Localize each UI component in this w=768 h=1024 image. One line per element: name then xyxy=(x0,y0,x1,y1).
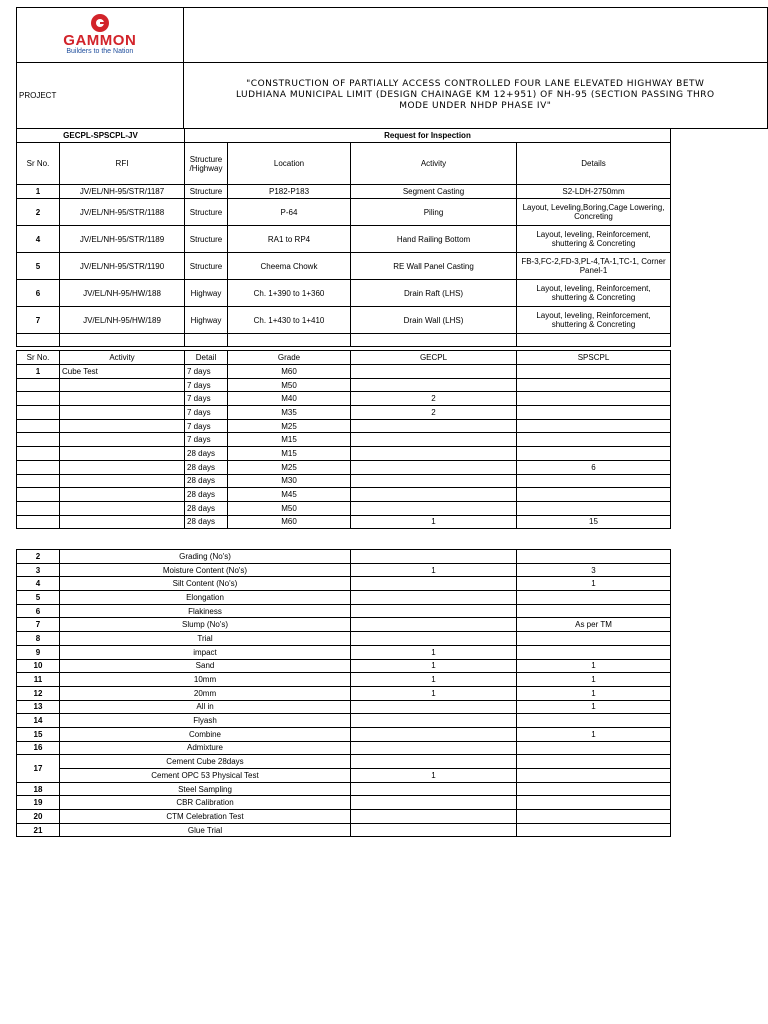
cube-cell xyxy=(17,447,60,461)
test-cell: 4 xyxy=(17,577,60,591)
cube-cell xyxy=(60,460,185,474)
header-empty-cell xyxy=(183,8,767,63)
cube-cell xyxy=(517,474,671,488)
test-cell xyxy=(351,755,517,769)
cube-column-header: Activity xyxy=(60,351,185,365)
cube-cell: M35 xyxy=(228,406,351,420)
cube-cell xyxy=(17,419,60,433)
cube-header-row xyxy=(17,351,671,365)
test-cell: Glue Trial xyxy=(60,823,351,837)
cube-cell: M25 xyxy=(228,419,351,433)
test-cell: 3 xyxy=(17,563,60,577)
cube-cell: 28 days xyxy=(185,488,228,502)
rfi-row xyxy=(17,226,671,253)
gammon-logo xyxy=(19,14,181,56)
test-cell: 1 xyxy=(517,700,671,714)
test-cell xyxy=(351,604,517,618)
rfi-cell: 7 xyxy=(17,307,60,334)
cube-cell: 1 xyxy=(351,515,517,529)
rfi-cell: Drain Wall (LHS) xyxy=(351,307,517,334)
rfi-cell: RE Wall Panel Casting xyxy=(351,253,517,280)
test-cell: All in xyxy=(60,700,351,714)
rfi-cell: Highway xyxy=(185,307,228,334)
rfi-cell: JV/EL/NH-95/HW/189 xyxy=(60,307,185,334)
test-cell xyxy=(517,714,671,728)
test-cell: Steel Sampling xyxy=(60,782,351,796)
test-cell: 7 xyxy=(17,618,60,632)
rfi-cell: Highway xyxy=(185,280,228,307)
test-row xyxy=(17,550,671,564)
rfi-spacer-row xyxy=(17,334,671,347)
test-cell xyxy=(351,782,517,796)
rfi-row xyxy=(17,199,671,226)
test-cell: Moisture Content (No's) xyxy=(60,563,351,577)
rfi-cell: P182-P183 xyxy=(228,185,351,199)
rfi-cell: Structure xyxy=(185,226,228,253)
project-title-line1: "CONSTRUCTION OF PARTIALLY ACCESS CONTROLLED FOUR LANE ELEVATED HIGHWAY BETW xyxy=(246,79,705,89)
rfi-row xyxy=(17,253,671,280)
test-row xyxy=(17,810,671,824)
rfi-row xyxy=(17,307,671,334)
cube-cell xyxy=(351,474,517,488)
rfi-cell: 4 xyxy=(17,226,60,253)
test-cell: 1 xyxy=(351,659,517,673)
rfi-cell: 1 xyxy=(17,185,60,199)
test-row xyxy=(17,796,671,810)
material-tests-table xyxy=(16,549,671,837)
test-cell: 5 xyxy=(17,591,60,605)
cube-cell: 2 xyxy=(351,392,517,406)
rfi-header-row xyxy=(17,143,671,185)
test-cell: 1 xyxy=(517,659,671,673)
test-cell: 2 xyxy=(17,550,60,564)
cube-cell xyxy=(17,460,60,474)
cube-column-header: Sr No. xyxy=(17,351,60,365)
test-row xyxy=(17,563,671,577)
rfi-column-header: Details xyxy=(517,143,671,185)
cube-cell xyxy=(17,392,60,406)
empty-cell xyxy=(185,334,228,347)
cube-cell xyxy=(60,447,185,461)
cube-cell: 28 days xyxy=(185,460,228,474)
test-cell xyxy=(517,796,671,810)
cube-cell xyxy=(351,419,517,433)
rfi-title-row xyxy=(17,129,671,143)
test-row xyxy=(17,604,671,618)
test-cell xyxy=(351,823,517,837)
test-cell xyxy=(517,755,671,769)
test-row xyxy=(17,755,671,769)
test-cell xyxy=(351,591,517,605)
cube-cell: 28 days xyxy=(185,501,228,515)
cube-cell: 15 xyxy=(517,515,671,529)
test-cell: As per TM xyxy=(517,618,671,632)
test-cell xyxy=(351,810,517,824)
test-cell: 21 xyxy=(17,823,60,837)
logo-name: GAMMON xyxy=(63,32,137,49)
test-cell: impact xyxy=(60,645,351,659)
rfi-column-header: Activity xyxy=(351,143,517,185)
cube-cell: M60 xyxy=(228,515,351,529)
test-cell: Sand xyxy=(60,659,351,673)
test-cell: 14 xyxy=(17,714,60,728)
cube-cell: M40 xyxy=(228,392,351,406)
cube-cell xyxy=(60,419,185,433)
test-cell: Flakiness xyxy=(60,604,351,618)
test-cell: 3 xyxy=(517,563,671,577)
cube-cell: 28 days xyxy=(185,474,228,488)
cube-cell: M15 xyxy=(228,433,351,447)
test-cell: Trial xyxy=(60,632,351,646)
cube-cell xyxy=(60,406,185,420)
test-row xyxy=(17,686,671,700)
rfi-cell: Drain Raft (LHS) xyxy=(351,280,517,307)
cube-cell xyxy=(60,515,185,529)
rfi-cell: Structure xyxy=(185,185,228,199)
cube-cell xyxy=(351,501,517,515)
cube-cell: 2 xyxy=(351,406,517,420)
logo-cell xyxy=(17,8,184,63)
test-cell: 1 xyxy=(351,673,517,687)
project-label: PROJECT xyxy=(17,63,184,129)
test-cell: 1 xyxy=(351,563,517,577)
cube-cell: 7 days xyxy=(185,433,228,447)
cube-cell xyxy=(60,501,185,515)
empty-cell xyxy=(228,334,351,347)
cube-cell: 28 days xyxy=(185,447,228,461)
cube-row xyxy=(17,474,671,488)
test-row xyxy=(17,591,671,605)
rfi-cell: JV/EL/NH-95/STR/1188 xyxy=(60,199,185,226)
project-title-line3: MODE UNDER NHDP PHASE IV" xyxy=(399,101,552,111)
cube-cell xyxy=(17,406,60,420)
rfi-column-header: RFI xyxy=(60,143,185,185)
test-cell: 11 xyxy=(17,673,60,687)
cube-cell: M30 xyxy=(228,474,351,488)
test-cell: Elongation xyxy=(60,591,351,605)
cube-cell xyxy=(351,433,517,447)
rfi-column-header: Sr No. xyxy=(17,143,60,185)
cube-cell: 7 days xyxy=(185,419,228,433)
cube-cell xyxy=(17,488,60,502)
cube-cell xyxy=(17,474,60,488)
cube-cell: 1 xyxy=(17,365,60,379)
cube-row xyxy=(17,488,671,502)
cube-cell xyxy=(351,378,517,392)
test-cell xyxy=(351,727,517,741)
cube-cell xyxy=(17,501,60,515)
test-cell xyxy=(517,741,671,755)
test-cell xyxy=(517,604,671,618)
test-cell: 1 xyxy=(351,686,517,700)
rfi-cell: Layout, leveling, Reinforcement, shuttering & Concreting xyxy=(517,226,671,253)
cube-cell xyxy=(517,433,671,447)
test-cell: 15 xyxy=(17,727,60,741)
cube-cell xyxy=(351,365,517,379)
cube-cell xyxy=(60,474,185,488)
test-row xyxy=(17,632,671,646)
cube-row xyxy=(17,515,671,529)
empty-cell xyxy=(17,334,60,347)
test-cell: Flyash xyxy=(60,714,351,728)
cube-row xyxy=(17,501,671,515)
cube-cell xyxy=(60,488,185,502)
rfi-cell: RA1 to RP4 xyxy=(228,226,351,253)
rfi-cell: 5 xyxy=(17,253,60,280)
cube-cell: 28 days xyxy=(185,515,228,529)
test-row xyxy=(17,727,671,741)
project-title-line2: LUDHIANA MUNICIPAL LIMIT (DESIGN CHAINAGE KM 12+951) OF NH-95 (SECTION PASSING THRO xyxy=(235,90,715,100)
rfi-row xyxy=(17,280,671,307)
cube-cell: 7 days xyxy=(185,365,228,379)
empty-cell xyxy=(517,334,671,347)
cube-cell: 7 days xyxy=(185,406,228,420)
test-cell: Grading (No's) xyxy=(60,550,351,564)
test-cell xyxy=(517,591,671,605)
rfi-column-header: Structure /Highway xyxy=(185,143,228,185)
test-row xyxy=(17,700,671,714)
rfi-cell: Structure xyxy=(185,199,228,226)
rfi-cell: Layout, leveling, Reinforcement, shuttering & Concreting xyxy=(517,307,671,334)
cube-cell: 6 xyxy=(517,460,671,474)
rfi-cell: 6 xyxy=(17,280,60,307)
cube-row xyxy=(17,447,671,461)
test-cell: 8 xyxy=(17,632,60,646)
rfi-cell: 2 xyxy=(17,199,60,226)
gammon-logo-icon xyxy=(91,14,109,32)
test-cell: Cement Cube 28days xyxy=(60,755,351,769)
rfi-title: Request for Inspection xyxy=(185,129,671,143)
header-table xyxy=(16,7,768,129)
test-row xyxy=(17,673,671,687)
test-row xyxy=(17,769,671,783)
test-cell: 19 xyxy=(17,796,60,810)
cube-row xyxy=(17,460,671,474)
rfi-cell: Ch. 1+430 to 1+410 xyxy=(228,307,351,334)
test-cell: CBR Calibration xyxy=(60,796,351,810)
rfi-cell: JV/EL/NH-95/STR/1190 xyxy=(60,253,185,280)
test-row xyxy=(17,577,671,591)
cube-column-header: Detail xyxy=(185,351,228,365)
test-cell xyxy=(351,700,517,714)
cube-cell: Cube Test xyxy=(60,365,185,379)
test-cell: 16 xyxy=(17,741,60,755)
cube-cell xyxy=(351,460,517,474)
test-cell xyxy=(351,741,517,755)
test-cell: 10mm xyxy=(60,673,351,687)
test-row xyxy=(17,741,671,755)
rfi-cell: Layout, Leveling,Boring,Cage Lowering, Concreting xyxy=(517,199,671,226)
rfi-cell: Cheema Chowk xyxy=(228,253,351,280)
rfi-cell: JV/EL/NH-95/HW/188 xyxy=(60,280,185,307)
cube-column-header: SPSCPL xyxy=(517,351,671,365)
test-cell: 20mm xyxy=(60,686,351,700)
test-row xyxy=(17,782,671,796)
rfi-cell: Segment Casting xyxy=(351,185,517,199)
rfi-cell: JV/EL/NH-95/STR/1187 xyxy=(60,185,185,199)
cube-cell: M50 xyxy=(228,501,351,515)
test-cell xyxy=(517,632,671,646)
cube-cell: M25 xyxy=(228,460,351,474)
cube-row xyxy=(17,433,671,447)
test-cell: 1 xyxy=(351,769,517,783)
test-row xyxy=(17,659,671,673)
cube-cell xyxy=(17,433,60,447)
test-cell: Admixture xyxy=(60,741,351,755)
cube-cell xyxy=(351,488,517,502)
test-cell xyxy=(351,714,517,728)
test-cell xyxy=(517,782,671,796)
test-cell: 20 xyxy=(17,810,60,824)
empty-cell xyxy=(351,334,517,347)
logo-tagline: Builders to the Nation xyxy=(66,48,134,55)
test-cell xyxy=(351,577,517,591)
cube-cell xyxy=(517,406,671,420)
test-cell xyxy=(517,645,671,659)
test-cell: 1 xyxy=(351,645,517,659)
cube-cell: M50 xyxy=(228,378,351,392)
test-cell xyxy=(517,550,671,564)
cube-cell: M45 xyxy=(228,488,351,502)
project-title-cell xyxy=(183,63,767,129)
cube-row xyxy=(17,378,671,392)
rfi-cell: Ch. 1+390 to 1+360 xyxy=(228,280,351,307)
rfi-cell: Layout, leveling, Reinforcement, shuttering & Concreting xyxy=(517,280,671,307)
test-cell: 10 xyxy=(17,659,60,673)
cube-cell: 7 days xyxy=(185,392,228,406)
test-cell: 1 xyxy=(517,686,671,700)
test-cell xyxy=(351,550,517,564)
cube-row xyxy=(17,419,671,433)
cube-cell xyxy=(517,447,671,461)
test-cell: 13 xyxy=(17,700,60,714)
rfi-cell: Hand Railing Bottom xyxy=(351,226,517,253)
test-row xyxy=(17,714,671,728)
rfi-cell: FB-3,FC-2,FD-3,PL-4,TA-1,TC-1, Corner Panel-1 xyxy=(517,253,671,280)
cube-cell: 7 days xyxy=(185,378,228,392)
cube-cell: M60 xyxy=(228,365,351,379)
cube-cell xyxy=(60,433,185,447)
cube-cell xyxy=(17,378,60,392)
rfi-cell: P-64 xyxy=(228,199,351,226)
cube-cell xyxy=(351,447,517,461)
cube-test-table xyxy=(16,350,671,529)
cube-cell xyxy=(17,515,60,529)
cube-column-header: GECPL xyxy=(351,351,517,365)
test-cell xyxy=(351,618,517,632)
cube-cell xyxy=(60,392,185,406)
test-cell: Combine xyxy=(60,727,351,741)
rfi-cell: S2-LDH-2750mm xyxy=(517,185,671,199)
test-cell: 1 xyxy=(517,673,671,687)
test-cell: 18 xyxy=(17,782,60,796)
test-cell xyxy=(517,823,671,837)
cube-cell xyxy=(517,419,671,433)
test-cell: 1 xyxy=(517,727,671,741)
cube-column-header: Grade xyxy=(228,351,351,365)
rfi-row xyxy=(17,185,671,199)
cube-row xyxy=(17,392,671,406)
cube-cell xyxy=(517,378,671,392)
test-cell: Cement OPC 53 Physical Test xyxy=(60,769,351,783)
test-cell xyxy=(517,810,671,824)
cube-cell xyxy=(517,365,671,379)
test-cell: 17 xyxy=(17,755,60,782)
test-cell: 1 xyxy=(517,577,671,591)
test-cell: 12 xyxy=(17,686,60,700)
test-cell: 9 xyxy=(17,645,60,659)
test-cell: 6 xyxy=(17,604,60,618)
test-cell xyxy=(351,796,517,810)
rfi-cell: JV/EL/NH-95/STR/1189 xyxy=(60,226,185,253)
cube-cell xyxy=(517,501,671,515)
test-cell xyxy=(351,632,517,646)
cube-cell xyxy=(517,488,671,502)
rfi-table xyxy=(16,128,671,347)
cube-row xyxy=(17,406,671,420)
test-cell: Silt Content (No's) xyxy=(60,577,351,591)
cube-row xyxy=(17,365,671,379)
test-row xyxy=(17,645,671,659)
test-cell: Slump (No's) xyxy=(60,618,351,632)
cube-cell xyxy=(517,392,671,406)
company-name: GECPL-SPSCPL-JV xyxy=(17,129,185,143)
test-cell: CTM Celebration Test xyxy=(60,810,351,824)
test-cell xyxy=(517,769,671,783)
rfi-cell: Structure xyxy=(185,253,228,280)
empty-cell xyxy=(60,334,185,347)
test-row xyxy=(17,823,671,837)
cube-cell: M15 xyxy=(228,447,351,461)
rfi-column-header: Location xyxy=(228,143,351,185)
rfi-cell: Piling xyxy=(351,199,517,226)
cube-cell xyxy=(60,378,185,392)
test-row xyxy=(17,618,671,632)
